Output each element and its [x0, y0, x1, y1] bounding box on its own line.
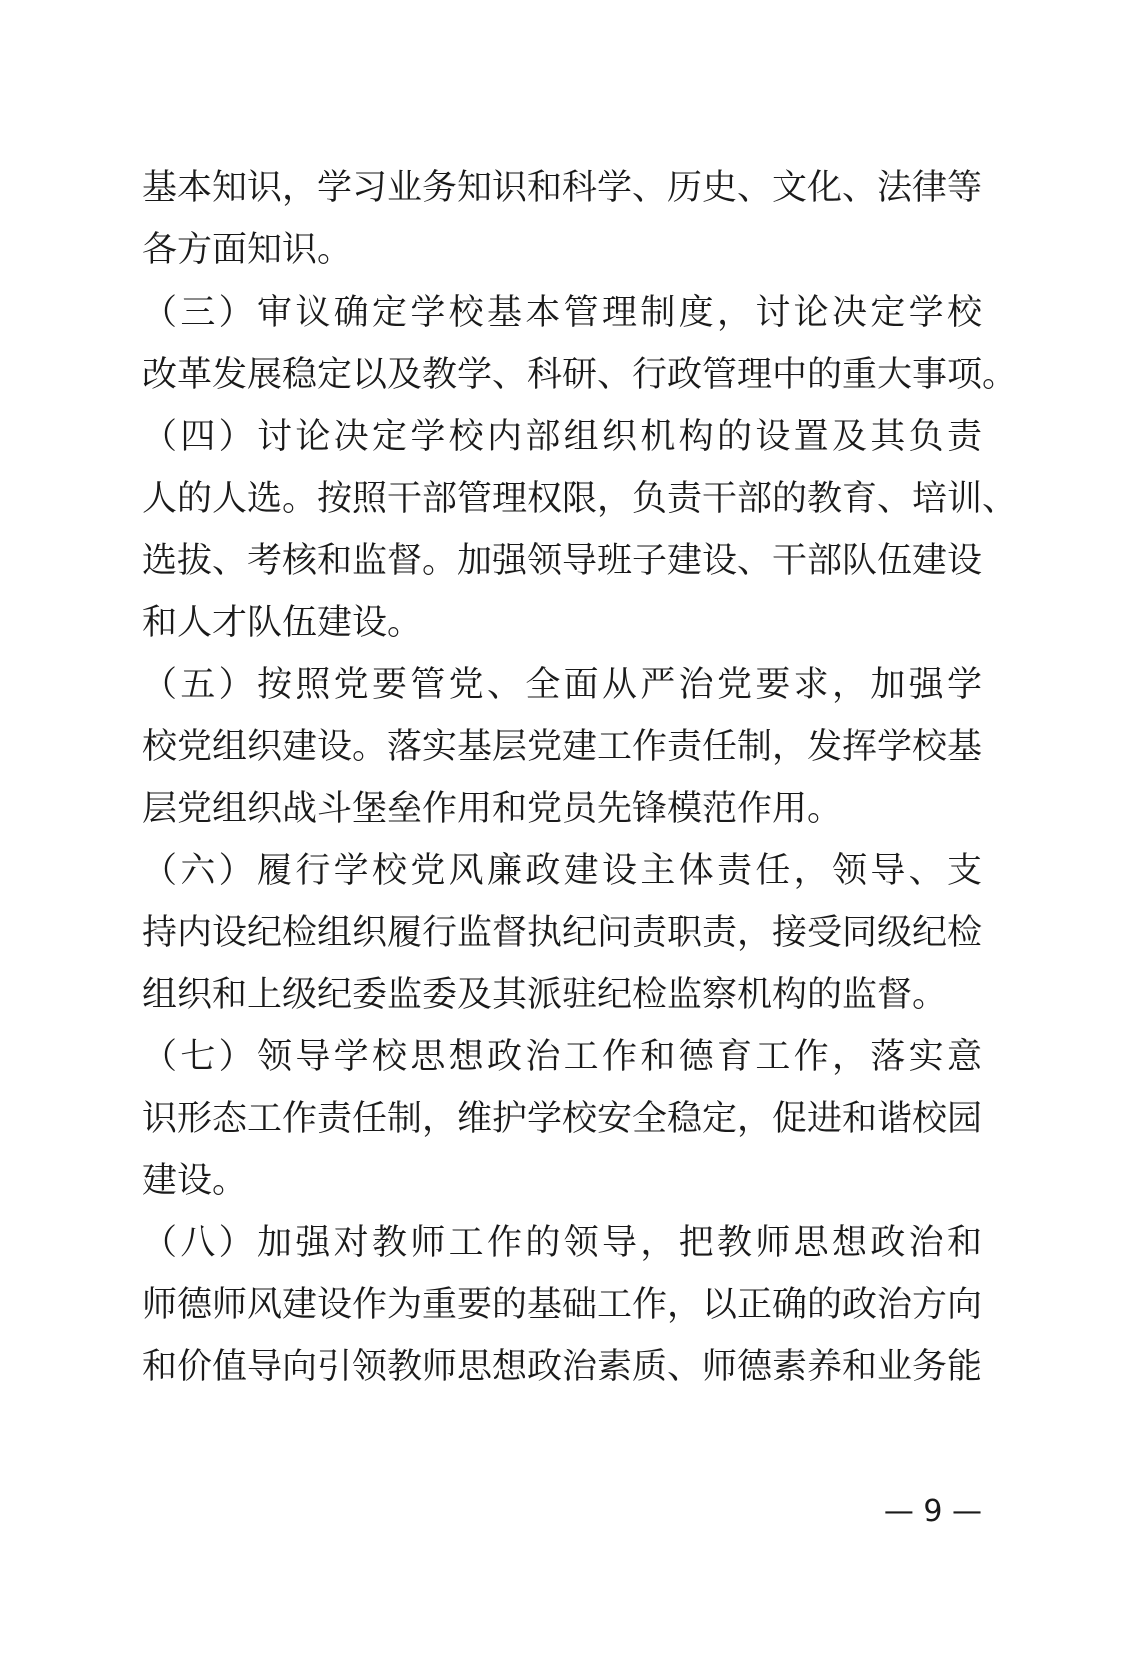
paragraph-five-start: （五）按照党要管党、全面从严治党要求，加强学	[142, 665, 982, 705]
body-text-line: 选拔、考核和监督。加强领导班子建设、干部队伍建设	[142, 541, 983, 581]
body-text-line: 组织和上级纪委监委及其派驻纪检监察机构的监督。	[142, 975, 948, 1015]
page-number: — 9 —	[883, 1494, 982, 1529]
body-text-line: 基本知识，学习业务知识和科学、历史、文化、法律等	[142, 168, 983, 208]
body-text-line: 和人才队伍建设。	[142, 603, 423, 643]
body-text-line: 持内设纪检组织履行监督执纪问责职责，接受同级纪检	[142, 913, 983, 953]
body-text-line: 和价值导向引领教师思想政治素质、师德素养和业务能	[142, 1347, 983, 1387]
body-text-line: 人的人选。按照干部管理权限，负责干部的教育、培训、	[142, 479, 1018, 519]
body-text-line: 校党组织建设。落实基层党建工作责任制，发挥学校基	[142, 727, 983, 767]
paragraph-six-start: （六）履行学校党风廉政建设主体责任，领导、支	[142, 851, 982, 891]
paragraph-three-start: （三）审议确定学校基本管理制度，讨论决定学校	[142, 293, 982, 333]
body-text-line: 建设。	[142, 1161, 248, 1201]
paragraph-seven-start: （七）领导学校思想政治工作和德育工作，落实意	[142, 1037, 982, 1077]
paragraph-four-start: （四）讨论决定学校内部组织机构的设置及其负责	[142, 417, 982, 457]
paragraph-eight-start: （八）加强对教师工作的领导，把教师思想政治和	[142, 1223, 982, 1263]
body-text-line: 各方面知识。	[142, 230, 353, 270]
body-text-line: 识形态工作责任制，维护学校安全稳定，促进和谐校园	[142, 1099, 983, 1139]
body-text-line: 层党组织战斗堡垒作用和党员先锋模范作用。	[142, 789, 843, 829]
body-text-line: 改革发展稳定以及教学、科研、行政管理中的重大事项。	[142, 355, 1018, 395]
body-text-line: 师德师风建设作为重要的基础工作，以正确的政治方向	[142, 1285, 983, 1325]
